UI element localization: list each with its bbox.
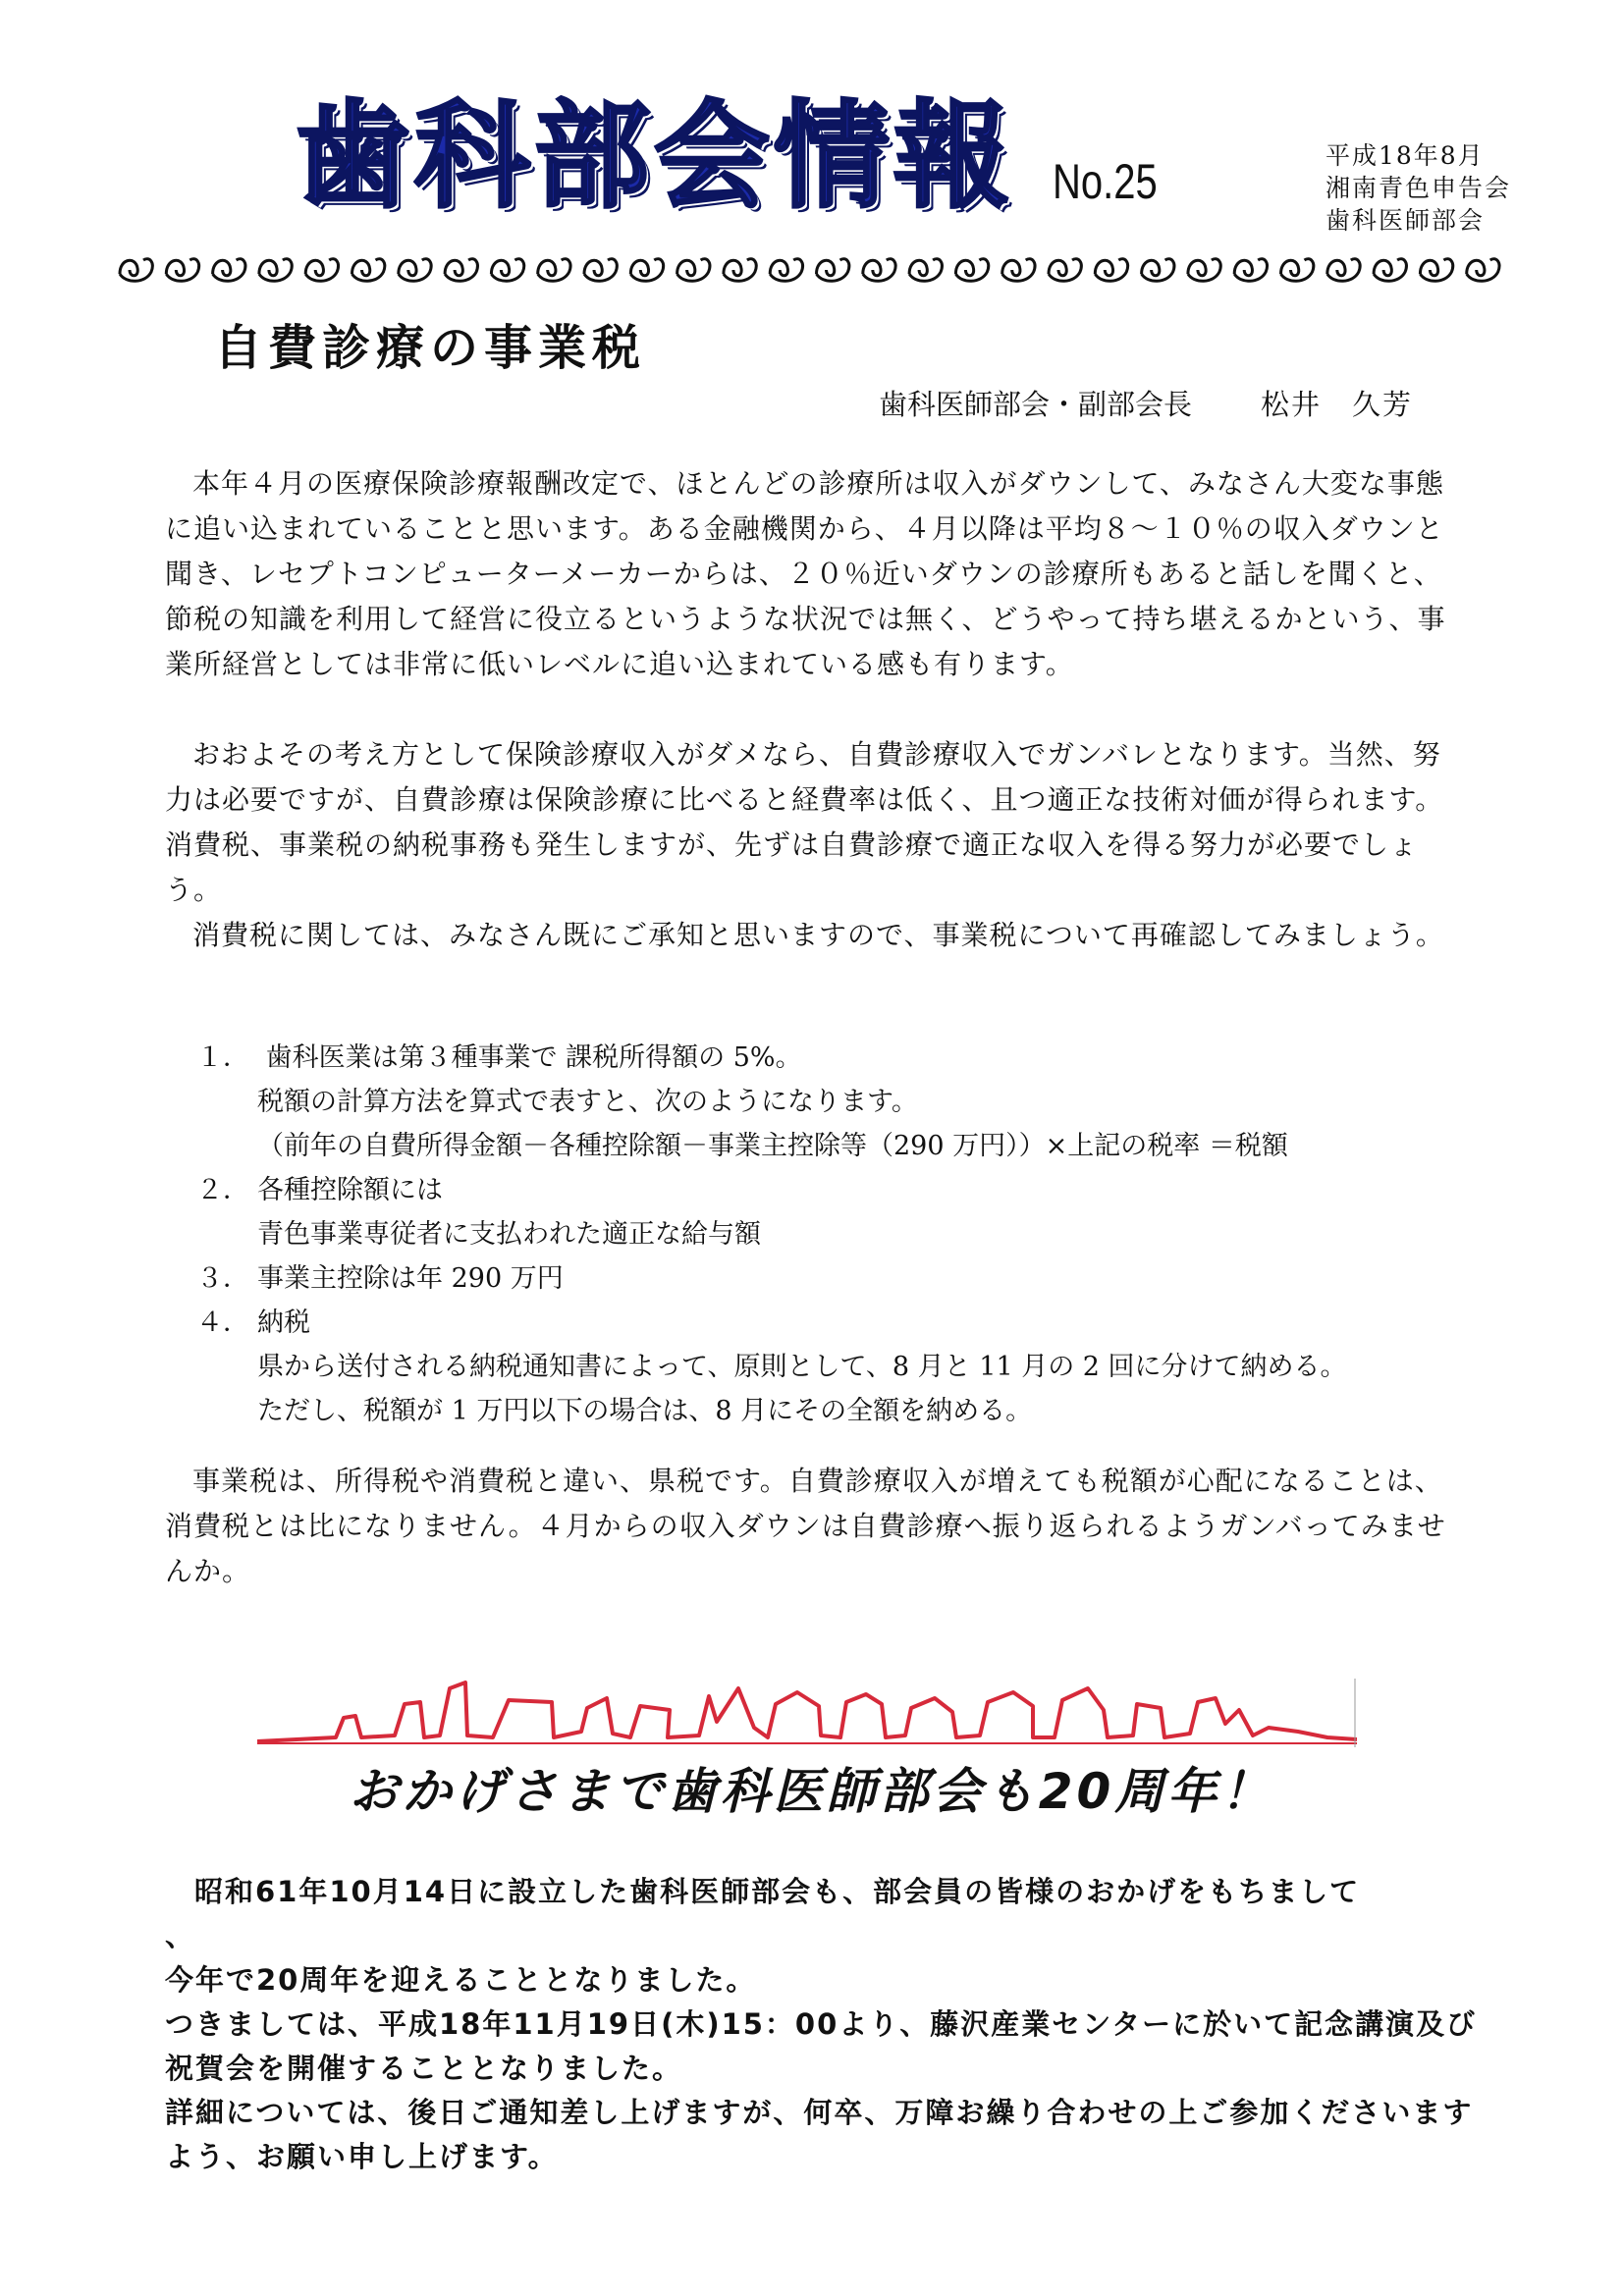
list-item-detail: 青色事業専従者に支払われた適正な給与額 xyxy=(257,1219,761,1250)
author-role: 歯科医師部会・副部会長 xyxy=(879,388,1193,421)
article-title: 自費診療の事業税 xyxy=(214,320,647,376)
tax-points-list xyxy=(196,1036,1347,1433)
masthead-title: 歯科部会情報 xyxy=(295,88,1014,224)
anniversary-line: つきましては、平成18年11月19日(木)15：00より、藤沢産業センターに於いて記念講演及び祝賀会を開催することとなりました。 xyxy=(165,2007,1478,2085)
anniversary-line: 詳細については、後日ご通知差し上げますが、何卒、万障お繰り合わせの上ご参加くださいますよう、お願い申し上げます。 xyxy=(165,2096,1474,2173)
anniversary-line: 昭和61年10月14日に設立した歯科医師部会も、部会員の皆様のおかげをもちまして xyxy=(194,1875,1361,1908)
article-paragraph: おおよその考え方として保険診療収入がダメなら、自費診療収入でガンバレとなります。当然、努力は必要ですが、自費診療は保険診療に比べると経費率は低く、且つ適正な技術対価が得られます。消費税、事業税の納税事務も発生しますが、先ずは自費診療で適正な収入を得る努力が必要でしょう。 xyxy=(165,738,1444,906)
list-item: ４． 納税 xyxy=(196,1308,310,1338)
list-item: ２． 各種控除額には xyxy=(196,1175,443,1205)
anniversary-line: 今年で20周年を迎えることとなりました。 xyxy=(165,1963,757,1997)
list-item-detail: 税額の計算方法を算式で表すと、次のようになります。 xyxy=(257,1087,918,1117)
article-paragraph: 消費税に関しては、みなさん既にご承知と思いますので、事業税について再確認してみましょう。 xyxy=(192,919,1444,951)
list-item-detail: 県から送付される納税通知書によって、原則として、8 月と 11 月の 2 回に分けて納める。 xyxy=(257,1352,1347,1382)
section-name: 歯科医師部会 xyxy=(1325,206,1486,235)
anniversary-body xyxy=(165,1870,1481,2179)
issue-number: No.25 xyxy=(1053,154,1158,209)
byline xyxy=(879,383,1413,423)
publication-info xyxy=(1325,139,1511,237)
article-closing: 事業税は、所得税や消費税と違い、県税です。自費診療収入が増えても税額が心配になることは、消費税とは比になりません。４月からの収入ダウンは自費診療へ振り返られるようガンバってみませんか。 xyxy=(165,1465,1446,1587)
list-item: ３． 事業主控除は年 290 万円 xyxy=(196,1263,564,1294)
article-paragraph: 本年４月の医療保険診療報酬改定で、ほとんどの診療所は収入がダウンして、みなさん大変な事態に追い込まれていることと思います。ある金融機関から、４月以降は平均８～１０％の収入ダウンと聞き、レセプトコンピューターメーカーからは、２０％近いダウンの診療所もあると話しを聞くと、節税の知識を利用して経営に役立るというような状況では無く、どうやって持ち堪えるかという、事業所経営としては非常に低いレベルに追い込まれている感も有ります。 xyxy=(165,467,1446,680)
scroll-border-icon xyxy=(116,250,1510,288)
list-item-detail: （前年の自費所得金額－各種控除額－事業主控除等（290 万円））×上記の税率 ＝税額 xyxy=(257,1131,1288,1161)
list-item-detail: ただし、税額が 1 万円以下の場合は、8 月にその全額を納める。 xyxy=(257,1396,1033,1426)
houses-divider-icon xyxy=(257,1659,1357,1747)
author-name: 松井 久芳 xyxy=(1261,388,1414,421)
list-item: １． 歯科医業は第３種事業で 課税所得額の 5%。 xyxy=(196,1042,802,1073)
publication-date: 平成18年8月 xyxy=(1325,141,1485,170)
anniversary-line: 、 xyxy=(165,1919,196,1952)
anniversary-heading: おかげさまで歯科医師部会も20周年！ xyxy=(349,1763,1274,1820)
association-name: 湘南青色申告会 xyxy=(1325,174,1512,202)
